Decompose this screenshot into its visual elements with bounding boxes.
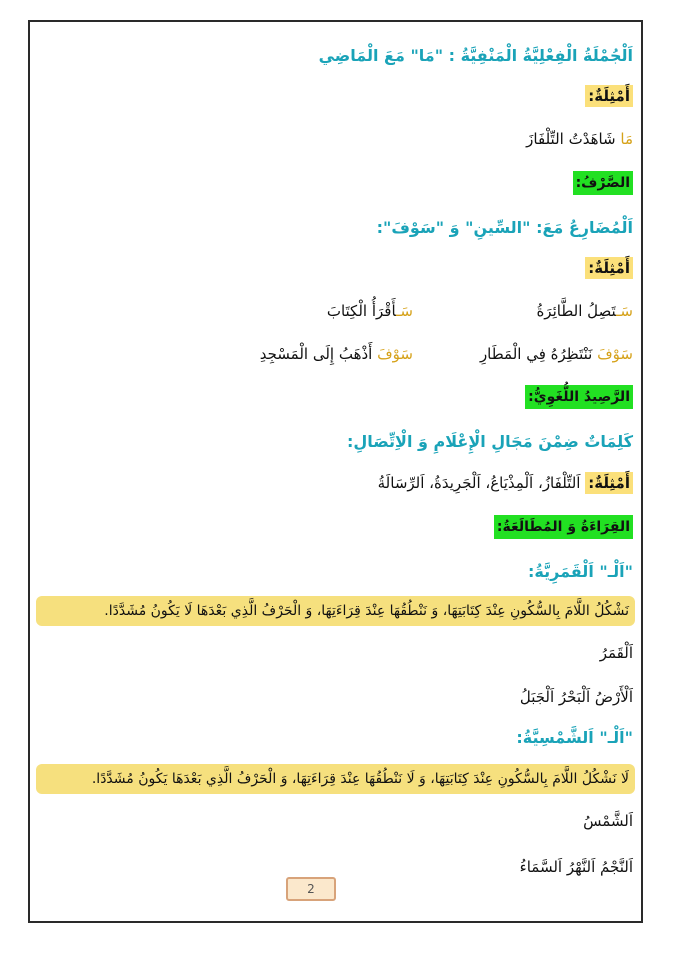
section2-examples-label: أَمْثِلَةٌ: xyxy=(585,257,633,279)
section5-rule: لَا نَشْكُلُ اللَّامَ بِالسُّكُونِ عِنْدَ كِتَابَتِهَا، وَ لَا نَنْطُقُهَا عِنْدَ قِرَاءَتِهَا، وَ الْحَرْفُ الَّذِي بَعْدَهَا يَكُونُ مُشَدَّدًا. xyxy=(36,764,635,794)
section2-example-3 xyxy=(480,345,633,363)
example-prefix: سَوْفَ xyxy=(597,345,633,363)
section2-title: اَلْمُضَارِعُ مَعَ: "السِّينِ" وَ "سَوْفَ": xyxy=(376,218,633,237)
sarf-row xyxy=(30,172,641,191)
example-rest: نَنْتَظِرُهُ فِي الْمَطَارِ xyxy=(479,345,598,363)
section4-title: "اَلْـ" اَلْقَمَرِيَّةُ: xyxy=(528,562,633,581)
section3-examples-label: أَمْثِلَةٌ: xyxy=(585,472,633,494)
section4-rule: نَشْكُلُ اللَّامَ بِالسُّكُونِ عِنْدَ كِتَابَتِهَا، وَ نَنْطُقُهَا عِنْدَ قِرَاءَتِهَا، وَ الْحَرْفُ الَّذِي بَعْدَهَا لَا يَكُونُ مُشَدَّدًا. xyxy=(36,596,635,626)
reading-label: القِرَاءَةُ وَ المُطَالَعَةُ: xyxy=(494,515,633,539)
section2-examples-row xyxy=(30,258,641,277)
example-rest: أَقْرَأُ الْكِتَابَ xyxy=(326,302,397,320)
section5-title: "اَلْـ" اَلشَّمْسِيَّةُ: xyxy=(516,728,633,747)
example-prefix: سَـ xyxy=(616,302,633,320)
section1-title: اَلْجُمْلَةُ الْفِعْلِيَّةُ الْمَنْفِيَّةُ : "مَا" مَعَ الْمَاضِي xyxy=(318,46,633,65)
reading-row xyxy=(30,516,641,535)
example-rest: أَذْهَبُ إِلَى الْمَسْجِدِ xyxy=(259,345,378,363)
section1-example-rest: شَاهَدْتُ التِّلْفَازَ xyxy=(526,130,621,148)
section1-examples-label: أَمْثِلَةٌ: xyxy=(585,85,633,107)
example-prefix: سَوْفَ xyxy=(377,345,413,363)
section1-example-particle: مَا xyxy=(620,130,633,148)
section1-examples-row xyxy=(30,86,641,105)
section2-example-4 xyxy=(260,345,413,363)
lexicon-label: الرَّصِيدُ اللُّغَوِيُّ: xyxy=(525,385,633,409)
section4-words: اَلْأَرْضُ اَلْبَحْرُ اَلْجَبَلُ xyxy=(519,688,633,706)
section5-word: اَلشَّمْسُ xyxy=(583,812,633,830)
example-rest: تَصِلُ الطَّائِرَةُ xyxy=(536,302,617,320)
section5-words: اَلنَّجْمُ اَلنَّهْرُ اَلسَّمَاءُ xyxy=(519,858,633,876)
section4-word: اَلْقَمَرُ xyxy=(599,644,633,662)
section1-example xyxy=(30,130,641,148)
page-number: 2 xyxy=(286,877,336,901)
example-prefix: سَـ xyxy=(396,302,413,320)
section2-example-2 xyxy=(327,302,413,320)
section3-title: كَلِمَاتٌ ضِمْنَ مَجَالِ الْإِعْلَامِ وَ الْاِتِّصَالِ: xyxy=(346,432,633,451)
lexicon-row xyxy=(30,386,641,405)
worksheet-page xyxy=(28,20,643,923)
section3-examples-text: اَلتِّلْفَازُ، اَلْمِذْيَاعُ، اَلْجَرِيدَةُ، اَلرِّسَالَةُ xyxy=(377,474,586,492)
section2-example-1 xyxy=(536,302,633,320)
section3-examples xyxy=(30,474,641,492)
sarf-label: الصَّرْفُ: xyxy=(573,171,633,195)
